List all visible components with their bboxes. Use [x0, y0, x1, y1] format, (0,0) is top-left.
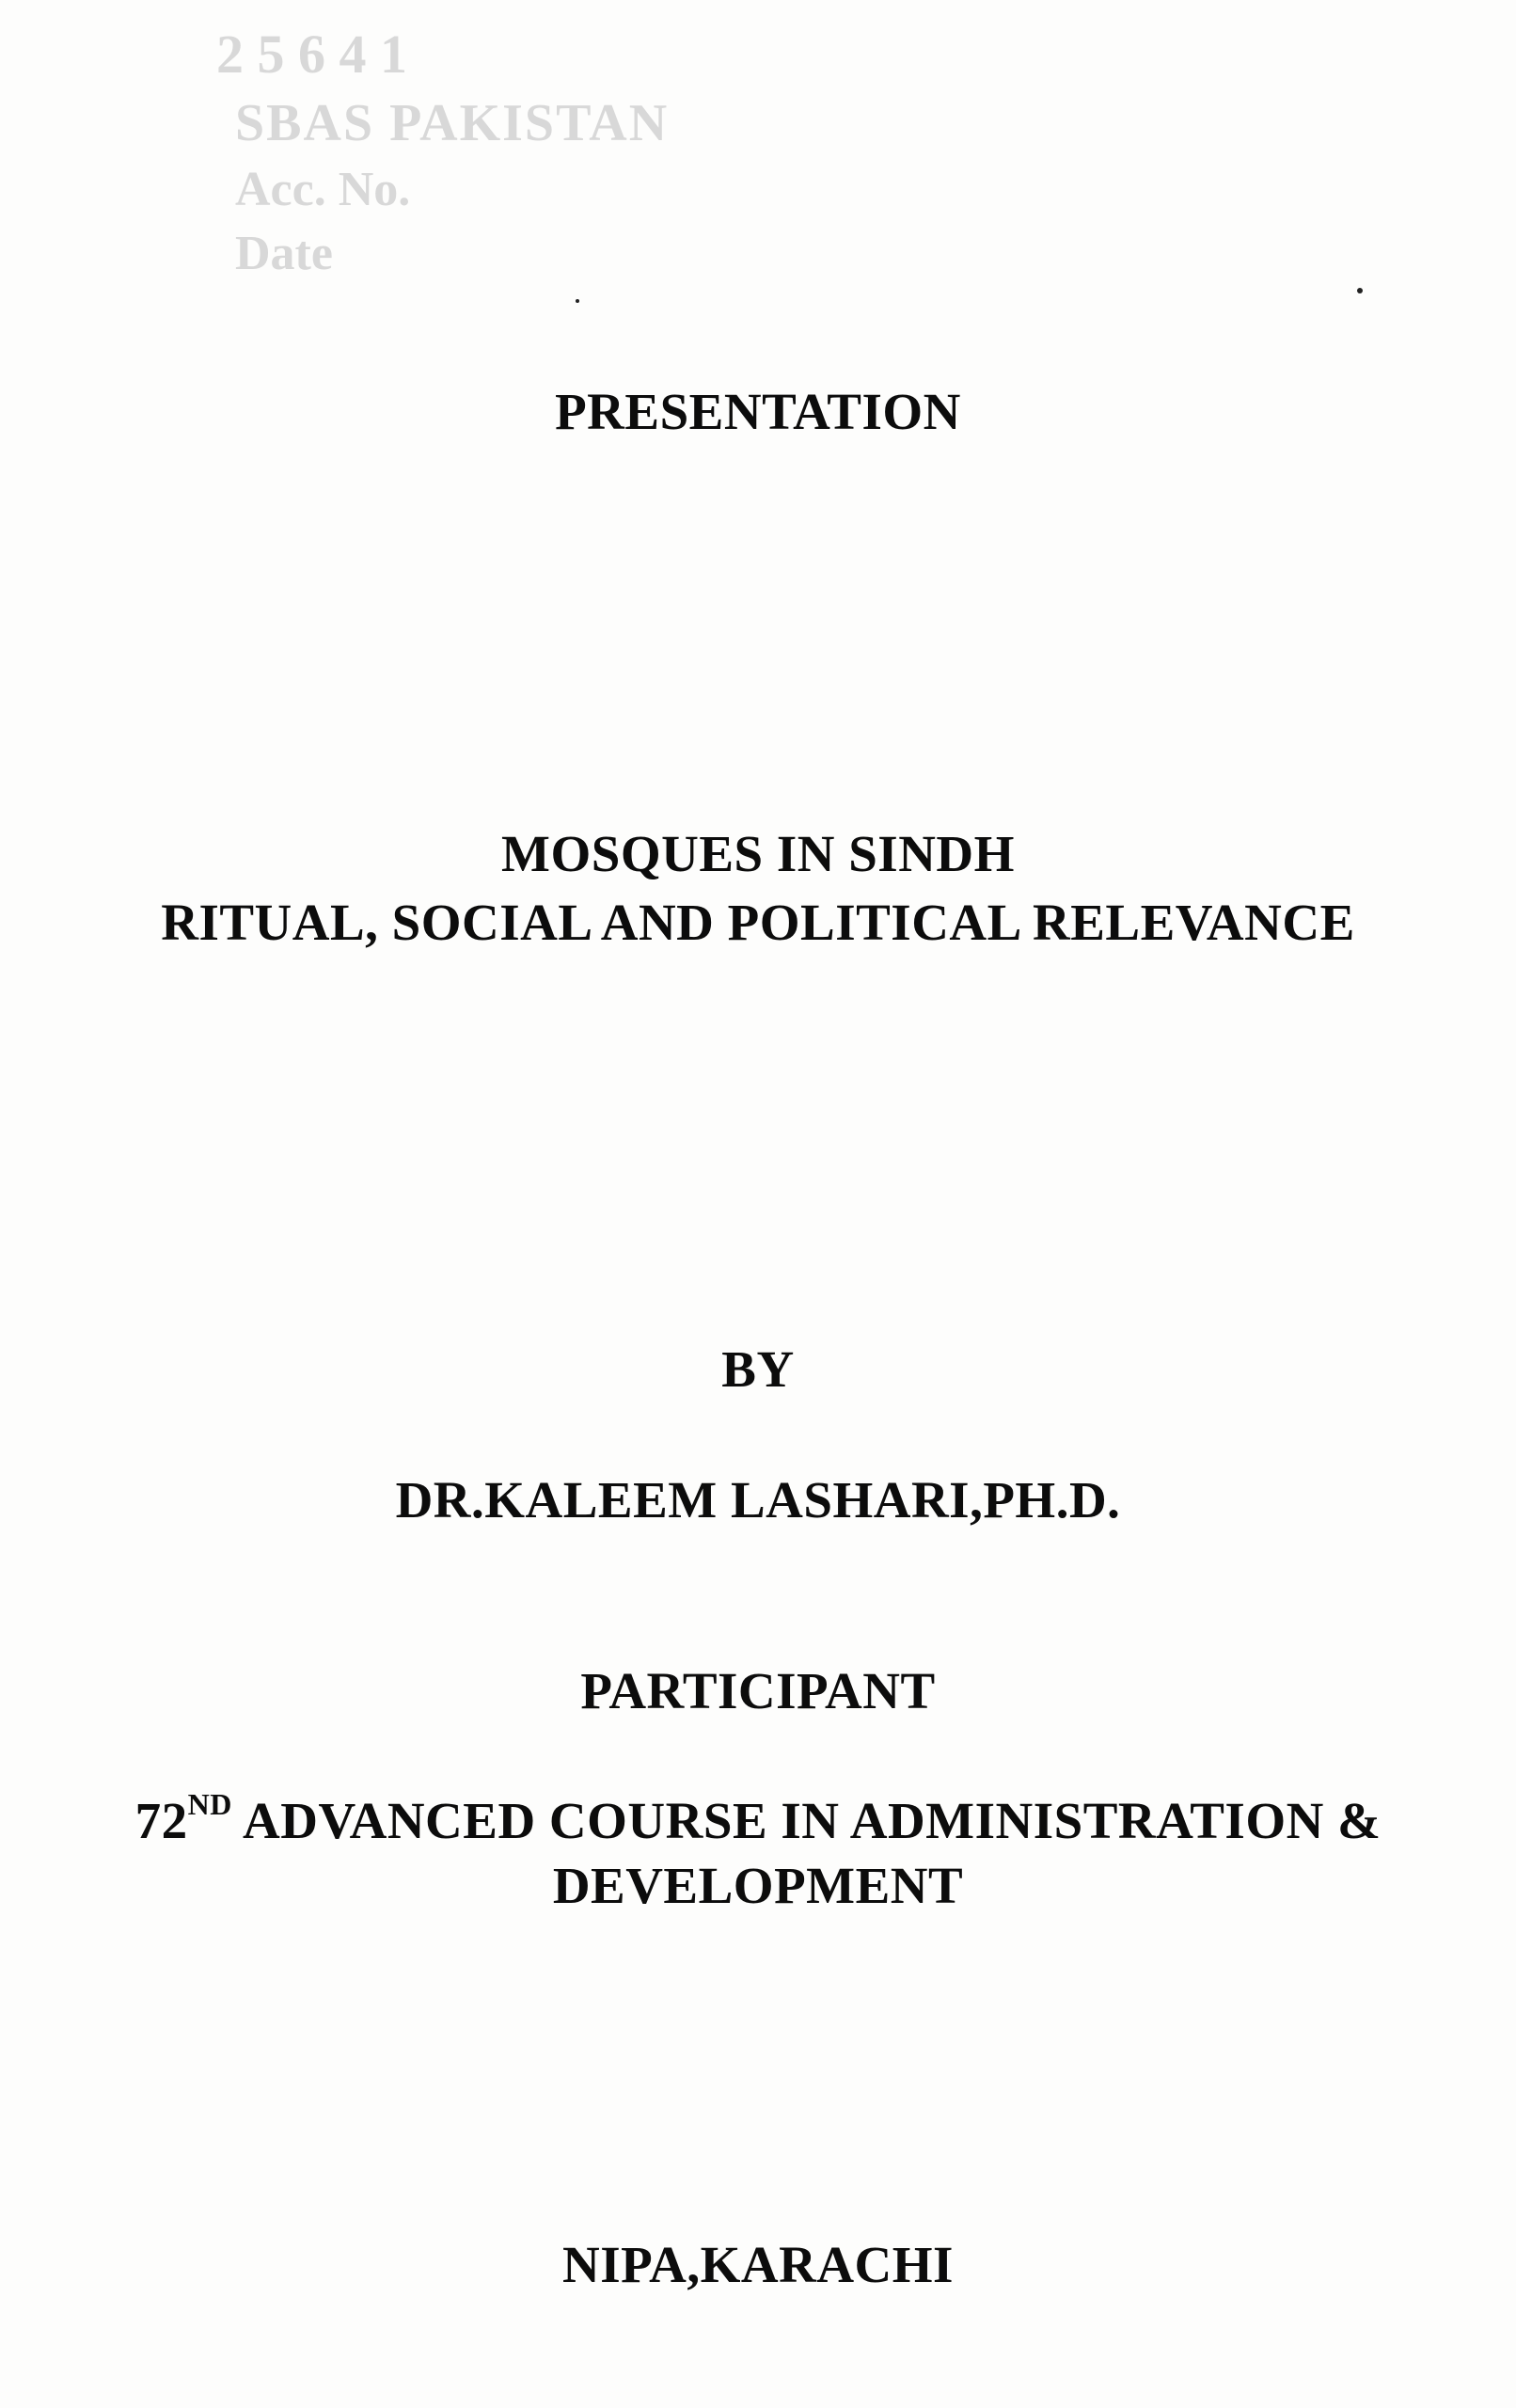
title-line-1: MOSQUES IN SINDH	[501, 825, 1015, 882]
course-line-2: DEVELOPMENT	[552, 1857, 964, 1914]
library-stamp	[216, 19, 781, 292]
participant-label: PARTICIPANT	[580, 1662, 936, 1719]
course-number: 72	[134, 1792, 188, 1849]
by-label: BY	[721, 1340, 795, 1398]
course-name-part-1: ADVANCED COURSE IN ADMINISTRATION &	[231, 1792, 1382, 1849]
ink-speck	[576, 299, 579, 303]
stamp-number: 2 5 6 4 1	[216, 24, 407, 85]
presentation-heading: PRESENTATION	[555, 383, 961, 440]
venue: NIPA,KARACHI	[562, 2236, 954, 2293]
course-ordinal-suffix: ND	[187, 1787, 232, 1821]
ink-speck	[1357, 288, 1363, 293]
course-line-1	[0, 1787, 1516, 1849]
author-name: DR.KALEEM LASHARI,PH.D.	[395, 1471, 1121, 1529]
stamp-accession: Acc. No.	[235, 163, 411, 217]
title-line-2: RITUAL, SOCIAL AND POLITICAL RELEVANCE	[161, 894, 1355, 951]
stamp-organization: SBAS PAKISTAN	[235, 94, 670, 153]
stamp-date: Date	[235, 226, 333, 280]
